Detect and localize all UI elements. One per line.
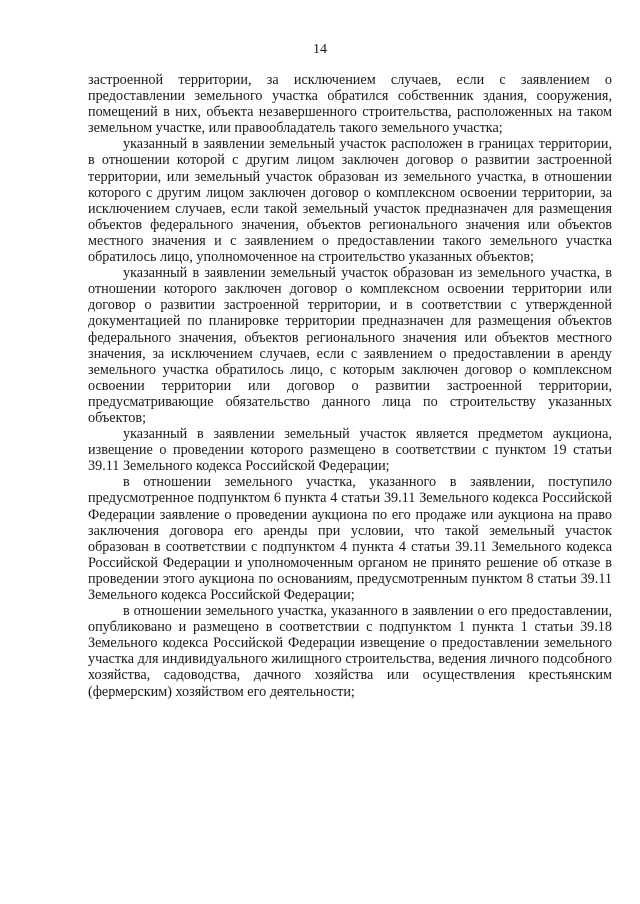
paragraph-auction-subject: указанный в заявлении земельный участок является предметом аукциона, извещение о проведении которого размещено в соответствии с пунктом 19 статьи 39.11 Земельного кодекса Российской Федерации; — [88, 426, 612, 475]
paragraph-continuation: застроенной территории, за исключением случаев, если с заявлением о предоставлении земельного участка обратился собственник здания, сооружения, помещений в них, объекта незавершенного строительства, расположенных на таком земельном участке, или правообладатель такого земельного участка; — [88, 72, 612, 137]
paragraph-planning-documentation: указанный в заявлении земельный участок образован из земельного участка, в отношении которого заключен договор о комплексном освоении территории или договор о развитии застроенной территории, и в соответствии с утвержденной документацией по планировке территории предназначен для размещения объектов федерального значения, объектов регионального значения или объектов местного значения, за исключением случаев, если с заявлением о предоставлении в аренду земельного участка обратилось лицо, с которым заключен договор о комплексном освоении территории или договор о развитии застроенной территории, предусматривающие обязательство данного лица по строительству указанных объектов; — [88, 265, 612, 426]
paragraph-auction-application: в отношении земельного участка, указанного в заявлении, поступило предусмотренное подпунктом 6 пункта 4 статьи 39.11 Земельного кодекса Российской Федерации заявление о проведении аукциона по его продаже или аукциона на право заключения договора его аренды при условии, что такой земельный участок образован в соответствии с подпунктом 4 пункта 4 статьи 39.11 Земельного кодекса Российской Федерации и уполномоченным органом не принято решение об отказе в проведении этого аукциона по основаниям, предусмотренным пунктом 8 статьи 39.11 Земельного кодекса Российской Федерации; — [88, 474, 612, 603]
document-body — [88, 72, 612, 700]
paragraph-development-contract: указанный в заявлении земельный участок расположен в границах территории, в отношении которой с другим лицом заключен договор о развитии застроенной территории, или земельный участок образован из земельного участка, в отношении которого с другим лицом заключен договор о комплексном освоении территории, за исключением случаев, если такой земельный участок предназначен для размещения объектов федерального значения, объектов регионального значения или объектов местного значения и с заявлением о предоставлении такого земельного участка обратилось лицо, уполномоченное на строительство указанных объектов; — [88, 136, 612, 266]
paragraph-published-notice: в отношении земельного участка, указанного в заявлении о его предоставлении, опубликовано и размещено в соответствии с подпунктом 1 пункта 1 статьи 39.18 Земельного кодекса Российской Федерации извещение о предоставлении земельного участка для индивидуального жилищного строительства, ведения личного подсобного хозяйства, садоводства, дачного хозяйства или осуществления крестьянским (фермерским) хозяйством его деятельности; — [88, 603, 612, 700]
page-number: 14 — [313, 42, 327, 57]
